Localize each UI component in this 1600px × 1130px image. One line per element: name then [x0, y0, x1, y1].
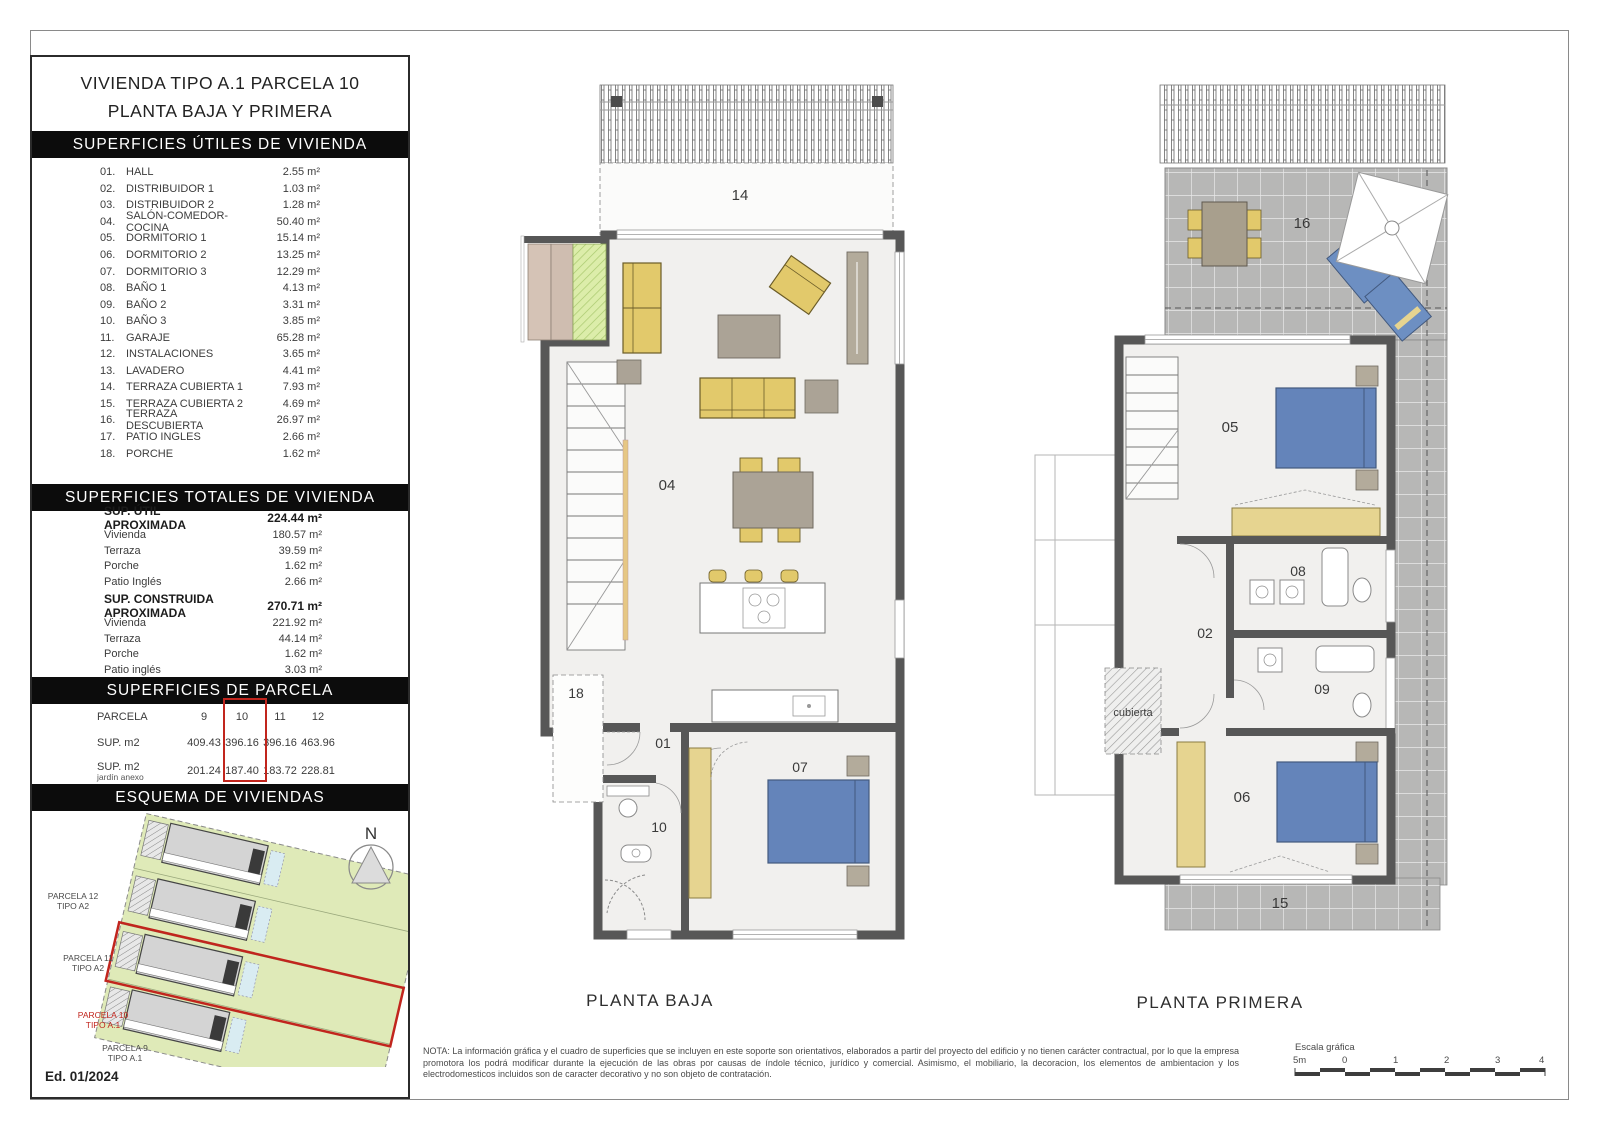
parcela-jardin-row [32, 756, 408, 786]
jardin-sublabel: jardín anexo [97, 772, 144, 782]
room-number: 03. [100, 199, 116, 212]
room-name: LAVADERO [126, 364, 185, 377]
sub-label: Terraza [104, 632, 141, 645]
table-row [32, 445, 408, 462]
room-name: PATIO INGLES [126, 431, 201, 444]
room-number: 17. [100, 431, 116, 444]
room-name: DORMITORIO 2 [126, 249, 207, 261]
room-label-16: 16 [1293, 215, 1311, 232]
room-area: 15.14 m² [276, 232, 320, 245]
parcela-header-row [32, 704, 408, 730]
room-label-14: 14 [731, 187, 749, 204]
coffee-table [718, 315, 780, 358]
table-row [32, 429, 408, 446]
room-number: 02. [100, 182, 116, 195]
room-name: GARAJE [126, 331, 171, 344]
room-area: 12.29 m² [276, 265, 320, 278]
pergola [600, 85, 893, 163]
total-construida-header [32, 592, 408, 620]
sub-label: Vivienda [104, 616, 146, 629]
room-label-09: 09 [1314, 681, 1330, 697]
room-number: 01. [100, 166, 116, 179]
north-compass-icon [349, 824, 393, 889]
scale-tick: 1 [1393, 1055, 1399, 1066]
room-label-05: 05 [1221, 419, 1239, 436]
room-area: 65.28 m² [276, 331, 320, 344]
section-header-superficies-totales: SUPERFICIES TOTALES DE VIVIENDA [32, 484, 408, 511]
scale-bar [1293, 1067, 1553, 1077]
jardin-value: 201.24 [187, 765, 221, 777]
sub-label: Porche [104, 560, 139, 573]
room-area: 1.28 m² [282, 199, 320, 212]
room-area: 3.85 m² [282, 315, 320, 328]
table-row [32, 296, 408, 313]
room-label-08: 08 [1290, 563, 1306, 579]
scale-tick: 5m [1293, 1055, 1307, 1066]
total-sub-row [32, 543, 408, 559]
scale-tick: 4 [1539, 1055, 1545, 1066]
room-name: TERRAZA CUBIERTA 2 [126, 397, 243, 410]
room-label-15: 15 [1271, 895, 1289, 912]
room-number: 15. [100, 397, 116, 410]
wardrobe [1232, 508, 1380, 536]
kitchen-counter [712, 690, 838, 722]
room-label-06: 06 [1233, 789, 1251, 806]
wardrobe [1177, 742, 1205, 867]
sub-label: Vivienda [104, 528, 146, 541]
total-value: 270.71 m² [267, 599, 322, 613]
svg-text:PARCELA 10: PARCELA 10 [77, 1010, 129, 1020]
neighbour-deck [1035, 455, 1115, 795]
room-number: 12. [100, 348, 116, 361]
sup-value: 463.96 [301, 737, 335, 749]
jardin-value: 187.40 [225, 765, 259, 777]
room-area: 1.62 m² [282, 447, 320, 460]
sub-value: 180.57 m² [272, 528, 322, 541]
total-label: SUP. ÚTIL APROXIMADA [104, 504, 187, 532]
svg-text:PARCELA 9: PARCELA 9 [102, 1043, 148, 1053]
total-label: SUP. CONSTRUIDA APROXIMADA [104, 592, 214, 620]
section-header-superficies-parcela: SUPERFICIES DE PARCELA [32, 677, 408, 704]
room-number: 16. [100, 414, 116, 427]
table-row [32, 209, 408, 234]
graphic-scale [1293, 1042, 1555, 1080]
table-row [32, 313, 408, 330]
legal-note: NOTA: La información gráfica y el cuadro de superficies que se incluyen en este soporte son orientativos, elaborados a partir del proyecto del edificio y no tienen carácter contractual, por lo que la empresa promotora los podrá modificar durante la ejecución de las obras por causas de índole técnico, jurídico y comercial. Asimismo, el mobiliario, la decoracion, los elementos de ambientacion y los electrodomesticos incluidos son de caracter decorativo y no son objeto de contratación. [423, 1046, 1239, 1079]
scale-tick: 0 [1342, 1055, 1348, 1066]
sub-value: 1.62 m² [284, 560, 322, 573]
svg-text:TIPO A.1: TIPO A.1 [85, 1020, 121, 1030]
svg-text:TIPO A2: TIPO A2 [71, 963, 105, 973]
room-name: TERRAZA DESCUBIERTA [126, 408, 204, 433]
info-panel [30, 55, 410, 1099]
room-name: INSTALACIONES [126, 348, 214, 361]
room-area: 2.66 m² [282, 431, 320, 444]
table-row [32, 379, 408, 396]
parcela-col: 11 [274, 711, 286, 723]
jardin-value: 183.72 [263, 765, 297, 777]
planta-primera-plan [1030, 80, 1510, 1015]
total-sub-row [32, 574, 408, 590]
scale-tick: 3 [1495, 1055, 1501, 1066]
table-row [32, 280, 408, 297]
room-name: DORMITORIO 3 [126, 265, 207, 278]
sup-value: 396.16 [225, 737, 259, 749]
sup-label: SUP. m2 [97, 737, 140, 749]
room-area: 7.93 m² [282, 381, 320, 394]
total-sub-row [32, 647, 408, 663]
scale-tick: 2 [1444, 1055, 1450, 1066]
room-area: 13.25 m² [276, 249, 320, 261]
room-area: 26.97 m² [276, 414, 320, 427]
site-plan [33, 811, 408, 1067]
room-area: 4.41 m² [282, 364, 320, 377]
table-row [32, 329, 408, 346]
room-number: 14. [100, 381, 116, 394]
patio-ingles [521, 236, 607, 342]
parcela-table [32, 702, 408, 786]
table-row [32, 181, 408, 198]
table-row [32, 230, 408, 247]
stairs [1126, 357, 1178, 499]
svg-text:TIPO A.1: TIPO A.1 [107, 1053, 143, 1063]
total-sub-row [32, 662, 408, 678]
room-name: BAÑO 2 [126, 298, 167, 311]
table-row [32, 263, 408, 280]
room-number: 18. [100, 447, 116, 460]
sub-value: 3.03 m² [284, 664, 322, 677]
total-util-header [32, 504, 408, 532]
parcela-col-label: PARCELA [97, 711, 148, 723]
room-number: 06. [100, 249, 116, 261]
table-row [32, 346, 408, 363]
room-name: HALL [126, 166, 154, 179]
jardin-value: 228.81 [301, 765, 335, 777]
room-name: DISTRIBUIDOR 2 [126, 199, 215, 212]
room-number: 04. [100, 215, 116, 228]
room-number: 10. [100, 315, 116, 328]
superficies-utiles-table [32, 164, 408, 462]
room-area: 4.13 m² [282, 282, 320, 295]
total-util-block [32, 504, 408, 590]
sub-value: 1.62 m² [284, 648, 322, 661]
sideboard [847, 252, 868, 364]
sub-label: Terraza [104, 544, 141, 557]
pergola [1160, 85, 1445, 163]
parcela-col: 12 [311, 711, 325, 723]
sup-value: 409.43 [187, 737, 221, 749]
svg-text:TIPO A2: TIPO A2 [56, 901, 90, 911]
room-name: DISTRIBUIDOR 1 [126, 182, 215, 195]
room-number: 05. [100, 232, 116, 245]
room-label-07: 07 [792, 759, 808, 775]
table-row [32, 247, 408, 264]
room-name: PORCHE [126, 447, 174, 460]
room-name: BAÑO 1 [126, 282, 167, 295]
sub-value: 2.66 m² [284, 576, 322, 589]
section-header-esquema: ESQUEMA DE VIVIENDAS [32, 784, 408, 811]
parcela-col: 9 [200, 711, 208, 723]
sub-value: 221.92 m² [272, 616, 322, 629]
room-area: 3.31 m² [282, 298, 320, 311]
room-name: TERRAZA CUBIERTA 1 [126, 381, 243, 394]
room-number: 13. [100, 364, 116, 377]
total-sub-row [32, 559, 408, 575]
room-number: 07. [100, 265, 116, 278]
room-name: DORMITORIO 1 [126, 232, 207, 245]
stairs [567, 362, 628, 650]
planta-primera-caption: PLANTA PRIMERA [1136, 993, 1304, 1012]
room-area: 2.55 m² [282, 166, 320, 179]
page-title [32, 69, 408, 125]
parcela-sup-row [32, 730, 408, 756]
section-header-superficies-utiles: SUPERFICIES ÚTILES DE VIVIENDA [32, 131, 408, 158]
total-value: 224.44 m² [267, 511, 322, 525]
wardrobe [689, 748, 711, 898]
svg-text:PARCELA 12: PARCELA 12 [47, 891, 99, 901]
room-name: BAÑO 3 [126, 315, 167, 328]
sofa-2 [700, 378, 838, 418]
title-line-2: PLANTA BAJA Y PRIMERA [107, 101, 333, 121]
sub-label: Patio inglés [104, 664, 161, 677]
sup-value: 396.16 [263, 737, 297, 749]
total-construida-block [32, 592, 408, 678]
sub-value: 44.14 m² [278, 632, 322, 645]
sub-label: Porche [104, 648, 139, 661]
site-parcels [93, 813, 408, 1067]
svg-text:PARCELA 11: PARCELA 11 [63, 953, 113, 963]
cubierta-label: cubierta [1113, 707, 1153, 719]
scale-label: Escala gráfica [1295, 1042, 1355, 1053]
room-label-02: 02 [1197, 625, 1213, 641]
sub-label: Patio Inglés [104, 576, 162, 589]
sub-value: 39.59 m² [278, 544, 322, 557]
room-number: 08. [100, 282, 116, 295]
room-label-18: 18 [568, 685, 584, 701]
edition-label: Ed. 01/2024 [45, 1069, 119, 1084]
title-line-1: VIVIENDA TIPO A.1 PARCELA 10 [80, 73, 360, 93]
total-sub-row [32, 615, 408, 631]
table-row [32, 408, 408, 433]
jardin-label: SUP. m2 jardín anexo [97, 761, 185, 781]
total-sub-row [32, 527, 408, 543]
svg-text:N: N [364, 824, 378, 843]
room-name: SALÓN-COMEDOR-COCINA [126, 209, 229, 234]
room-area: 50.40 m² [276, 215, 320, 228]
room-number: 11. [100, 331, 115, 344]
room-label-10: 10 [651, 819, 667, 835]
total-sub-row [32, 631, 408, 647]
room-area: 1.03 m² [282, 182, 320, 195]
scale-ticks [1293, 1055, 1555, 1067]
room-area: 4.69 m² [282, 397, 320, 410]
planta-baja-caption: PLANTA BAJA [586, 991, 714, 1010]
table-row [32, 164, 408, 181]
room-label-04: 04 [658, 477, 676, 494]
planta-baja-plan [495, 80, 915, 1015]
room-area: 3.65 m² [282, 348, 320, 361]
room-label-01: 01 [655, 735, 671, 751]
room-number: 09. [100, 298, 116, 311]
parcela-col: 10 [235, 711, 249, 723]
table-row [32, 363, 408, 380]
